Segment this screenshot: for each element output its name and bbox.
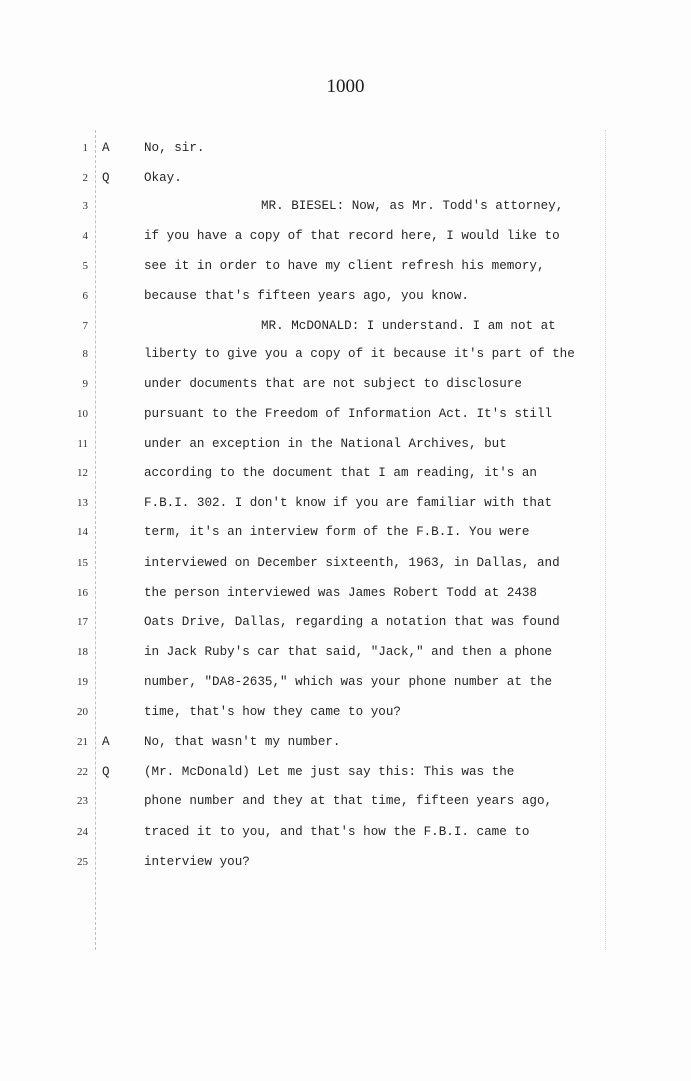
transcript-line (0, 553, 691, 573)
transcript-line (0, 852, 691, 872)
line-number: 5 (82, 260, 88, 272)
transcript-line (0, 196, 691, 216)
line-text: term, it's an interview form of the F.B.I. You were (144, 525, 530, 539)
line-text: No, sir. (144, 141, 205, 155)
line-number: 4 (82, 230, 88, 242)
line-text: number, "DA8-2635," which was your phone number at the (144, 675, 553, 689)
line-number: 13 (77, 497, 88, 509)
transcript-line (0, 493, 691, 513)
transcript-line (0, 168, 691, 188)
line-number: 2 (82, 172, 88, 184)
speaker-marker: Q (102, 765, 110, 779)
line-text: in Jack Ruby's car that said, "Jack," and then a phone (144, 645, 553, 659)
transcript-line (0, 612, 691, 632)
line-number: 20 (77, 706, 88, 718)
line-number: 15 (77, 557, 88, 569)
transcript-line (0, 286, 691, 306)
line-text: (Mr. McDonald) Let me just say this: This was the (144, 765, 515, 779)
line-number: 8 (82, 348, 88, 360)
line-text: No, that wasn't my number. (144, 735, 341, 749)
line-text: Okay. (144, 171, 182, 185)
transcript-line (0, 791, 691, 811)
speaker-marker: A (102, 141, 110, 155)
line-text: under documents that are not subject to disclosure (144, 377, 522, 391)
line-number: 21 (77, 736, 88, 748)
transcript-line (0, 583, 691, 603)
line-text: if you have a copy of that record here, I would like to (144, 229, 560, 243)
transcript-line (0, 762, 691, 782)
line-text: pursuant to the Freedom of Information Act. It's still (144, 407, 553, 421)
transcript-line (0, 672, 691, 692)
line-number: 25 (77, 856, 88, 868)
transcript-line (0, 256, 691, 276)
line-text: phone number and they at that time, fifteen years ago, (144, 794, 553, 808)
line-number: 18 (77, 646, 88, 658)
speaker-marker: Q (102, 171, 110, 185)
line-text: MR. McDONALD: I understand. I am not at (261, 319, 556, 333)
transcript-line (0, 404, 691, 424)
line-number: 10 (77, 408, 88, 420)
line-number: 14 (77, 526, 88, 538)
transcript-line (0, 138, 691, 158)
transcript-line (0, 702, 691, 722)
line-number: 12 (77, 467, 88, 479)
line-number: 23 (77, 795, 88, 807)
line-text: because that's fifteen years ago, you know. (144, 289, 469, 303)
line-text: traced it to you, and that's how the F.B.I. came to (144, 825, 530, 839)
line-number: 11 (77, 438, 88, 450)
line-text: under an exception in the National Archives, but (144, 437, 507, 451)
transcript-line (0, 316, 691, 336)
line-text: time, that's how they came to you? (144, 705, 401, 719)
line-number: 6 (82, 290, 88, 302)
line-number: 1 (82, 142, 88, 154)
transcript-line (0, 522, 691, 542)
line-text: Oats Drive, Dallas, regarding a notation that was found (144, 615, 560, 629)
speaker-marker: A (102, 735, 110, 749)
line-text: F.B.I. 302. I don't know if you are familiar with that (144, 496, 553, 510)
line-number: 24 (77, 826, 88, 838)
line-number: 22 (77, 766, 88, 778)
transcript-line (0, 434, 691, 454)
line-number: 9 (82, 378, 88, 390)
line-number: 17 (77, 616, 88, 628)
transcript-line (0, 732, 691, 752)
line-text: liberty to give you a copy of it because it's part of the (144, 347, 575, 361)
line-text: the person interviewed was James Robert Todd at 2438 (144, 586, 537, 600)
line-number: 7 (82, 320, 88, 332)
line-text: according to the document that I am reading, it's an (144, 466, 537, 480)
line-text: see it in order to have my client refresh his memory, (144, 259, 545, 273)
line-number: 19 (77, 676, 88, 688)
transcript-line (0, 642, 691, 662)
line-text: interviewed on December sixteenth, 1963, in Dallas, and (144, 556, 560, 570)
transcript-line (0, 822, 691, 842)
page-number: 1000 (326, 76, 365, 97)
line-text: MR. BIESEL: Now, as Mr. Todd's attorney, (261, 199, 564, 213)
transcript-line (0, 374, 691, 394)
line-number: 3 (82, 200, 88, 212)
transcript-line (0, 344, 691, 364)
transcript-line (0, 226, 691, 246)
line-number: 16 (77, 587, 88, 599)
transcript-line (0, 463, 691, 483)
line-text: interview you? (144, 855, 250, 869)
